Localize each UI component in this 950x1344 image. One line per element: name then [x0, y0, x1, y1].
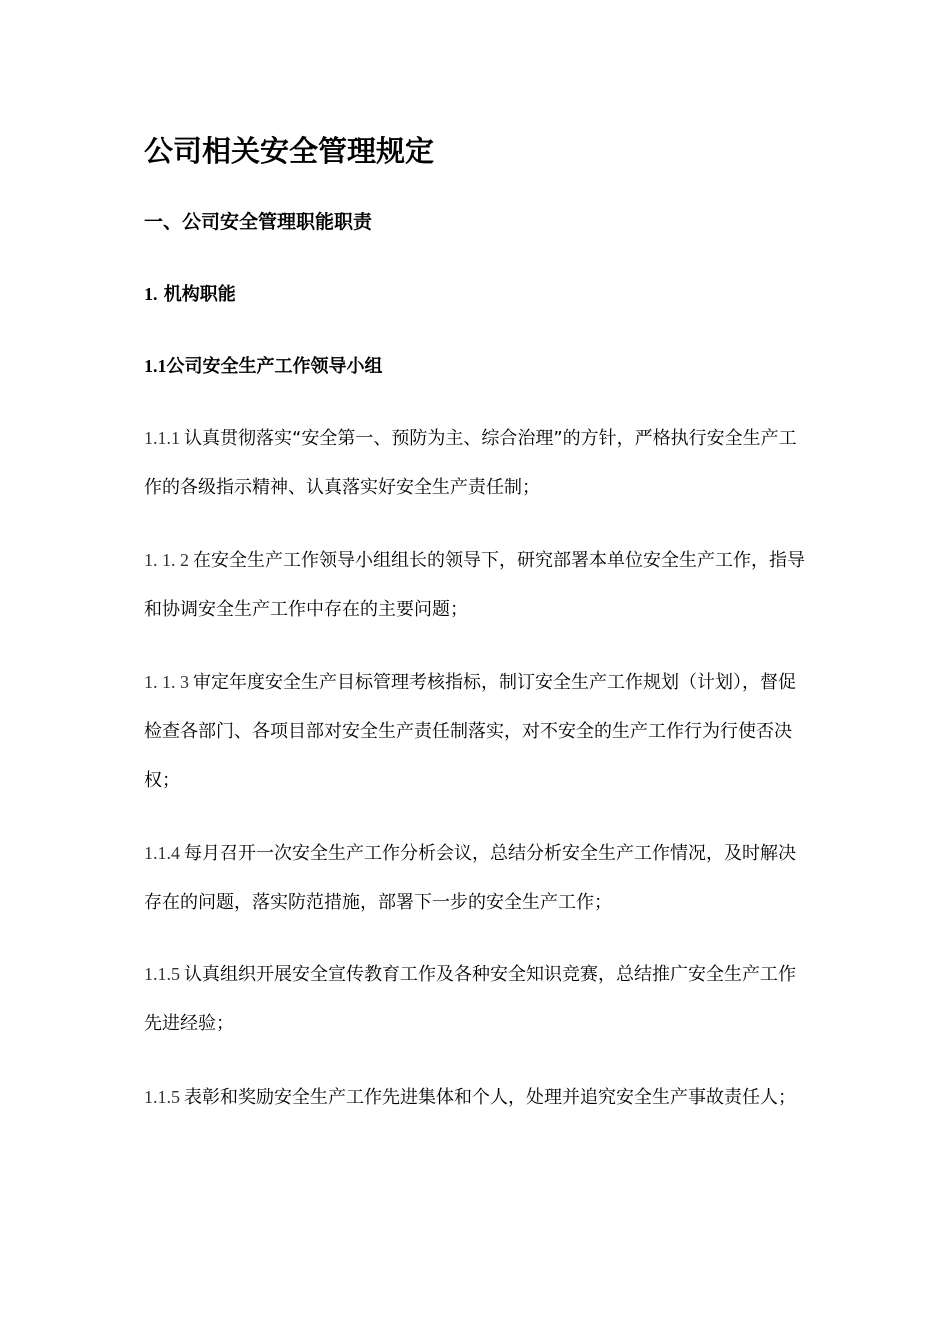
clause-paragraph [144, 829, 806, 927]
clause-number: 1. 1. 3 [144, 672, 189, 692]
clause-number: 1.1.4 [144, 843, 180, 863]
clause-number: 1.1.5 [144, 1087, 180, 1107]
clause-paragraph [144, 536, 806, 634]
clause-number: 1.1.5 [144, 964, 180, 984]
subsection-label: 公司安全生产工作领导小组 [166, 356, 383, 377]
clause-paragraph [144, 950, 806, 1048]
clause-text: 审定年度安全生产目标管理考核指标，制订安全生产工作规划（计划），督促检查各部门、各项目部对安全生产责任制落实，对不安全的生产工作行为行使否决权； [144, 672, 796, 791]
clause-text: 在安全生产工作领导小组组长的领导下，研究部署本单位安全生产工作，指导和协调安全生产工作中存在的主要问题； [144, 550, 805, 620]
clause-text: 认真贯彻落实“安全第一、预防为主、综合治理”的方针，严格执行安全生产工作的各级指示精神、认真落实好安全生产责任制； [144, 428, 797, 498]
clause-text: 认真组织开展安全宣传教育工作及各种安全知识竞赛，总结推广安全生产工作先进经验； [144, 964, 796, 1034]
clause-text: 每月召开一次安全生产工作分析会议，总结分析安全生产工作情况，及时解决存在的问题，落实防范措施，部署下一步的安全生产工作； [144, 843, 796, 913]
subsection-number: 1.1 [144, 356, 167, 376]
clause-paragraph [144, 1073, 806, 1122]
subsection-heading-1-1 [144, 351, 383, 382]
section-heading-1: 一、公司安全管理职能职责 [144, 211, 373, 233]
clause-number: 1. 1. 2 [144, 550, 189, 570]
document-title: 公司相关安全管理规定 [144, 134, 435, 168]
subsection-number: 1. [144, 284, 158, 304]
clause-paragraph [144, 658, 806, 805]
subsection-label: 机构职能 [163, 284, 236, 305]
clause-text: 表彰和奖励安全生产工作先进集体和个人，处理并追究安全生产事故责任人； [184, 1087, 796, 1108]
clause-paragraph [144, 414, 806, 512]
subsection-heading-1 [144, 279, 236, 310]
clause-number: 1.1.1 [144, 428, 180, 448]
